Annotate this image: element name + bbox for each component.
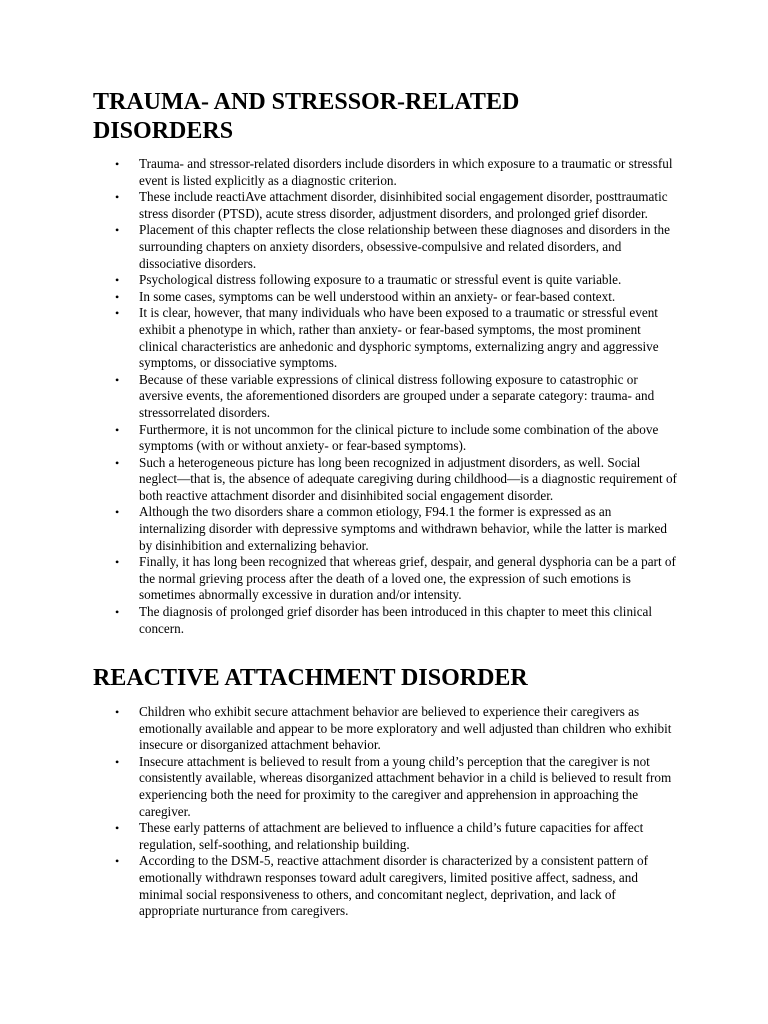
list-item-text: Although the two disorders share a common etiology, F94.1 the former is expressed as an internalizing disorder with depressive symptoms and withdrawn behavior, while the latter is marked by disinhibition and externalizing behavior. (139, 504, 667, 553)
bullet-icon: • (115, 705, 120, 719)
list-item-text: It is clear, however, that many individuals who have been exposed to a traumatic or stressful event exhibit a phenotype in which, rather than anxiety- or fear-based symptoms, the most prominent clinical characteristics are anhedonic and dysphoric symptoms, externalizing angry and aggressive symptoms, or dissociative symptoms. (139, 305, 659, 371)
list-item (115, 554, 679, 604)
bullet-icon: • (115, 273, 120, 288)
bullet-icon: • (115, 223, 120, 238)
heading-line-1: TRAUMA- AND STRESSOR-RELATED (93, 89, 520, 115)
section-heading-reactive-attachment: REACTIVE ATTACHMENT DISORDER (93, 665, 528, 691)
list-item-text: These include reactiAve attachment disorder, disinhibited social engagement disorder, posttraumatic stress disorder (PTSD), acute stress disorder, adjustment disorders, and prolonged grief disorder. (139, 189, 668, 221)
bullet-icon: • (115, 157, 120, 171)
list-item-text: Children who exhibit secure attachment behavior are believed to experience their caregivers as emotionally available and appear to be more exploratory and well adjusted than children who exhibit insecure or disorganized attachment behavior. (139, 704, 672, 753)
bullet-icon: • (115, 555, 120, 570)
list-item (115, 421, 679, 455)
bullet-icon: • (115, 289, 120, 304)
list-item (115, 604, 679, 637)
heading-line-2: DISORDERS (93, 118, 234, 144)
list-item-text: According to the DSM-5, reactive attachment disorder is characterized by a consistent pattern of emotionally withdrawn responses toward adult caregivers, limited positive affect, sadness, and minimal social responsiveness to others, and concomitant neglect, deprivation, and lack of appropriate nurturance from caregivers. (139, 853, 648, 919)
list-item-text: Insecure attachment is believed to result from a young child’s perception that the caregiver is not consistently available, whereas disorganized attachment behavior in a child is believed to result from experiencing both the need for proximity to the caregiver and apprehension in approaching the caregiver. (139, 753, 672, 819)
bullet-icon: • (115, 372, 120, 387)
list-item-text: Finally, it has long been recognized that whereas grief, despair, and general dysphoria can be a part of the normal grieving process after the death of a loved one, the expression of such emotions is sometimes abnormally excessive in duration and/or intensity. (139, 554, 676, 603)
bullet-icon: • (115, 821, 120, 836)
bullet-icon: • (115, 306, 120, 321)
list-item-text: These early patterns of attachment are believed to influence a child’s future capacities for affect regulation, self-soothing, and relationship building. (139, 820, 644, 852)
list-item-text: Trauma- and stressor-related disorders include disorders in which exposure to a traumatic or stressful event is listed explicitly as a diagnostic criterion. (139, 156, 673, 188)
bullet-icon: • (115, 854, 120, 869)
bullet-icon: • (115, 455, 120, 470)
list-item-text: The diagnosis of prolonged grief disorder has been introduced in this chapter to meet this clinical concern. (139, 604, 653, 636)
list-item-text: Because of these variable expressions of clinical distress following exposure to catastrophic or aversive events, the aforementioned disorders are grouped under a separate category: trauma- and stressorrelated disorders. (139, 371, 655, 420)
bullet-icon: • (115, 422, 120, 437)
list-item-text: Placement of this chapter reflects the close relationship between these diagnoses and disorders in the surrounding chapters on anxiety disorders, obsessive-compulsive and related disorders, and dissociative disorders. (139, 222, 670, 271)
list-item (115, 454, 679, 505)
bullet-list-trauma (115, 156, 679, 637)
list-item-text: Psychological distress following exposure to a traumatic or stressful event is quite variable. (139, 272, 622, 288)
list-item-text: Such a heterogeneous picture has long been recognized in adjustment disorders, as well. Social neglect—that is, the absence of adequate caregiving during childhood—is a diagnostic requirement of both reactive attachment disorder and disinhibited social engagement disorder. (139, 454, 677, 503)
list-item (115, 371, 679, 422)
bullet-icon: • (115, 190, 120, 205)
list-item (115, 305, 679, 371)
bullet-icon: • (115, 605, 120, 620)
list-item (115, 753, 679, 820)
bullet-icon: • (115, 505, 120, 520)
section-heading-trauma (93, 88, 693, 146)
list-item (115, 222, 679, 272)
bullet-list-reactive-attachment (115, 704, 679, 920)
list-item (115, 704, 679, 754)
list-item (115, 272, 679, 289)
list-item (115, 288, 679, 306)
list-item (115, 504, 679, 554)
list-item-text: In some cases, symptoms can be well understood within an anxiety- or fear-based context. (139, 288, 616, 304)
list-item (115, 156, 679, 189)
list-item (115, 189, 679, 222)
list-item (115, 853, 679, 919)
list-item-text: Furthermore, it is not uncommon for the clinical picture to include some combination of the above symptoms (with or without anxiety- or fear-based symptoms). (139, 421, 659, 454)
bullet-icon: • (115, 754, 120, 769)
list-item (115, 820, 679, 853)
